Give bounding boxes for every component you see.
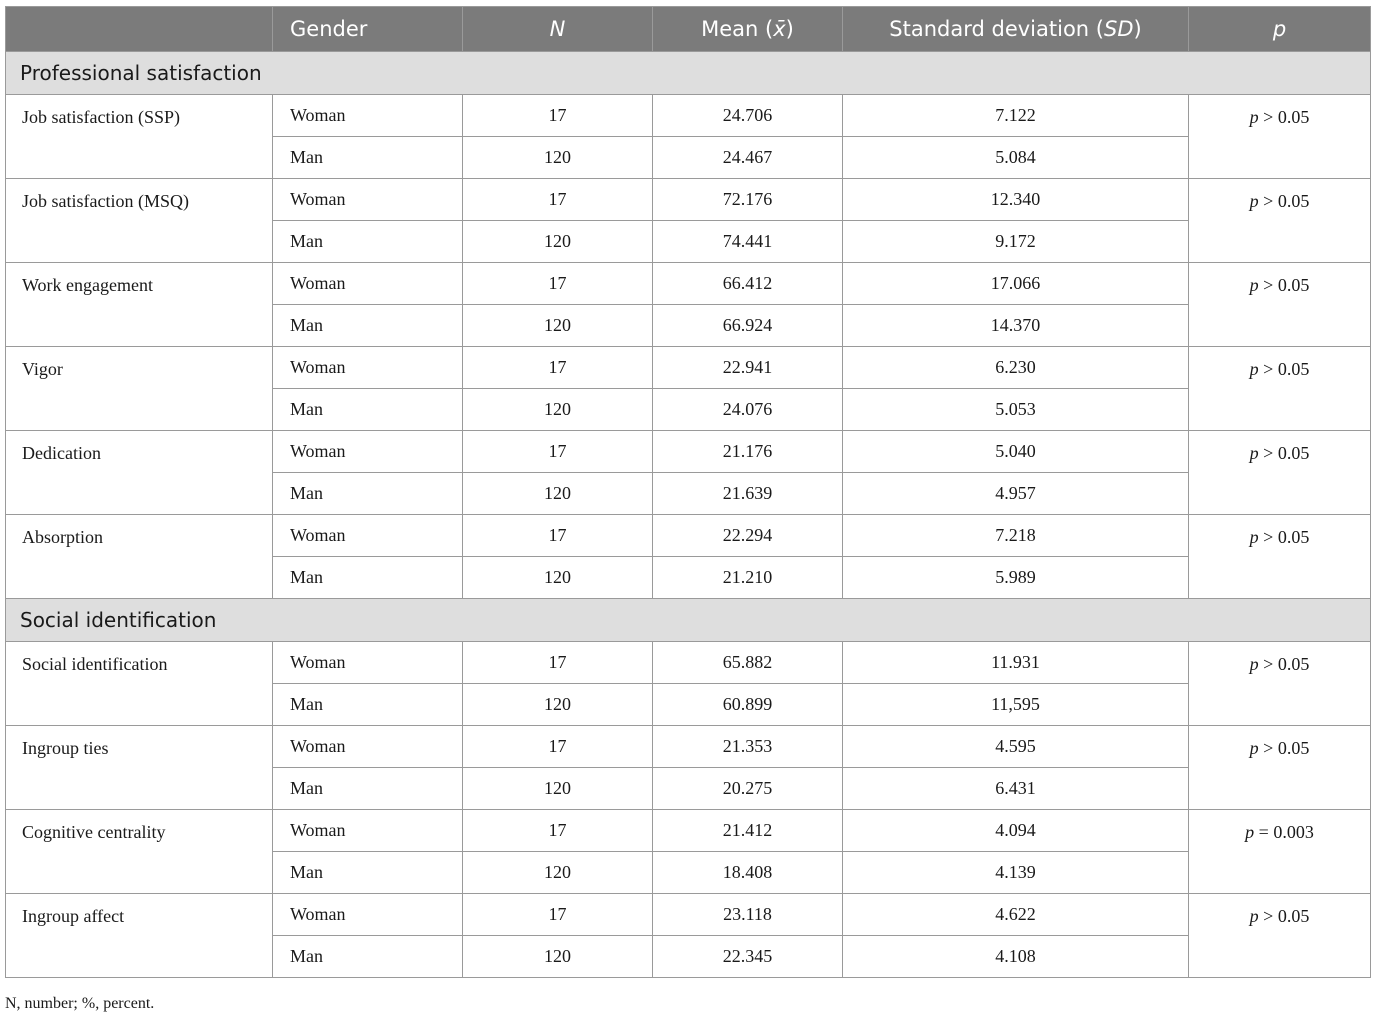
n-cell: 17 — [463, 179, 653, 221]
p-value-cell: p > 0.05 — [1189, 347, 1371, 431]
gender-cell: Woman — [273, 642, 463, 684]
mean-cell: 23.118 — [653, 894, 843, 936]
mean-cell: 22.941 — [653, 347, 843, 389]
gender-cell: Woman — [273, 263, 463, 305]
n-cell: 17 — [463, 431, 653, 473]
gender-cell: Woman — [273, 515, 463, 557]
p-symbol: p — [1249, 738, 1259, 758]
gender-cell: Man — [273, 221, 463, 263]
measure-name: Cognitive centrality — [6, 810, 273, 894]
mean-cell: 21.639 — [653, 473, 843, 515]
sd-cell: 12.340 — [843, 179, 1189, 221]
header-mean-suffix: ) — [785, 17, 794, 41]
measure-name: Job satisfaction (MSQ) — [6, 179, 273, 263]
measure-name: Ingroup affect — [6, 894, 273, 978]
n-cell: 17 — [463, 347, 653, 389]
sd-cell: 7.122 — [843, 95, 1189, 137]
mean-cell: 72.176 — [653, 179, 843, 221]
gender-cell: Woman — [273, 179, 463, 221]
sd-cell: 4.108 — [843, 936, 1189, 978]
table-row — [6, 515, 1371, 557]
n-cell: 120 — [463, 221, 653, 263]
mean-cell: 18.408 — [653, 852, 843, 894]
mean-cell: 21.353 — [653, 726, 843, 768]
header-mean — [653, 7, 843, 52]
gender-cell: Man — [273, 936, 463, 978]
mean-cell: 21.210 — [653, 557, 843, 599]
section-row — [6, 52, 1371, 95]
header-sd-symbol: SD — [1103, 17, 1134, 41]
mean-cell: 22.294 — [653, 515, 843, 557]
header-sd-prefix: Standard deviation ( — [889, 17, 1104, 41]
mean-cell: 74.441 — [653, 221, 843, 263]
sd-cell: 4.139 — [843, 852, 1189, 894]
gender-cell: Man — [273, 389, 463, 431]
gender-cell: Woman — [273, 347, 463, 389]
mean-cell: 66.924 — [653, 305, 843, 347]
p-symbol: p — [1249, 527, 1259, 547]
measure-name: Social identification — [6, 642, 273, 726]
sd-cell: 5.989 — [843, 557, 1189, 599]
table-row — [6, 642, 1371, 684]
p-value-cell: p > 0.05 — [1189, 894, 1371, 978]
sd-cell: 4.595 — [843, 726, 1189, 768]
mean-cell: 21.176 — [653, 431, 843, 473]
gender-cell: Woman — [273, 726, 463, 768]
header-sd-suffix: ) — [1133, 17, 1142, 41]
gender-cell: Man — [273, 137, 463, 179]
n-cell: 17 — [463, 894, 653, 936]
n-cell: 120 — [463, 684, 653, 726]
sd-cell: 17.066 — [843, 263, 1189, 305]
header-empty — [6, 7, 273, 52]
sd-cell: 9.172 — [843, 221, 1189, 263]
mean-cell: 24.706 — [653, 95, 843, 137]
sd-cell: 5.053 — [843, 389, 1189, 431]
n-cell: 120 — [463, 389, 653, 431]
p-value-cell: p > 0.05 — [1189, 515, 1371, 599]
table-row — [6, 726, 1371, 768]
n-cell: 120 — [463, 305, 653, 347]
header-gender: Gender — [273, 7, 463, 52]
n-cell: 17 — [463, 726, 653, 768]
section-row — [6, 599, 1371, 642]
mean-cell: 24.467 — [653, 137, 843, 179]
p-value-cell: p > 0.05 — [1189, 95, 1371, 179]
mean-cell: 22.345 — [653, 936, 843, 978]
sd-cell: 14.370 — [843, 305, 1189, 347]
measure-name: Absorption — [6, 515, 273, 599]
gender-cell: Woman — [273, 810, 463, 852]
sd-cell: 11.931 — [843, 642, 1189, 684]
sd-cell: 4.957 — [843, 473, 1189, 515]
header-sd — [843, 7, 1189, 52]
p-symbol: p — [1249, 359, 1259, 379]
table-body — [6, 52, 1371, 978]
p-symbol: p — [1249, 191, 1259, 211]
n-cell: 17 — [463, 263, 653, 305]
table-footnote: N, number; %, percent. — [5, 995, 155, 1012]
measure-name: Vigor — [6, 347, 273, 431]
sd-cell: 5.084 — [843, 137, 1189, 179]
mean-cell: 60.899 — [653, 684, 843, 726]
gender-cell: Woman — [273, 431, 463, 473]
header-n: N — [463, 7, 653, 52]
p-value-cell: p > 0.05 — [1189, 431, 1371, 515]
header-p: p — [1189, 7, 1371, 52]
p-value-cell: p = 0.003 — [1189, 810, 1371, 894]
measure-name: Ingroup ties — [6, 726, 273, 810]
p-value-cell: p > 0.05 — [1189, 642, 1371, 726]
table-row — [6, 810, 1371, 852]
section-title: Professional satisfaction — [6, 52, 1371, 95]
table-row — [6, 347, 1371, 389]
mean-cell: 20.275 — [653, 768, 843, 810]
statistics-table — [5, 6, 1371, 978]
n-cell: 17 — [463, 810, 653, 852]
sd-cell: 7.218 — [843, 515, 1189, 557]
gender-cell: Woman — [273, 894, 463, 936]
table-row — [6, 263, 1371, 305]
p-symbol: p — [1249, 906, 1259, 926]
p-value-cell: p > 0.05 — [1189, 263, 1371, 347]
p-symbol: p — [1249, 275, 1259, 295]
n-cell: 120 — [463, 557, 653, 599]
measure-name: Work engagement — [6, 263, 273, 347]
n-cell: 17 — [463, 95, 653, 137]
n-cell: 120 — [463, 852, 653, 894]
gender-cell: Man — [273, 305, 463, 347]
header-mean-symbol: x̄ — [773, 17, 786, 41]
sd-cell: 6.230 — [843, 347, 1189, 389]
gender-cell: Man — [273, 768, 463, 810]
p-symbol: p — [1249, 107, 1259, 127]
table-row — [6, 95, 1371, 137]
mean-cell: 65.882 — [653, 642, 843, 684]
table-row — [6, 894, 1371, 936]
n-cell: 120 — [463, 137, 653, 179]
n-cell: 17 — [463, 515, 653, 557]
gender-cell: Woman — [273, 95, 463, 137]
header-mean-prefix: Mean ( — [701, 17, 774, 41]
section-title: Social identification — [6, 599, 1371, 642]
header-row — [6, 7, 1371, 52]
n-cell: 120 — [463, 768, 653, 810]
measure-name: Dedication — [6, 431, 273, 515]
sd-cell: 4.094 — [843, 810, 1189, 852]
p-value-cell: p > 0.05 — [1189, 179, 1371, 263]
sd-cell: 5.040 — [843, 431, 1189, 473]
mean-cell: 66.412 — [653, 263, 843, 305]
gender-cell: Man — [273, 852, 463, 894]
measure-name: Job satisfaction (SSP) — [6, 95, 273, 179]
gender-cell: Man — [273, 473, 463, 515]
table-row — [6, 431, 1371, 473]
sd-cell: 4.622 — [843, 894, 1189, 936]
p-value-cell: p > 0.05 — [1189, 726, 1371, 810]
p-symbol: p — [1245, 822, 1255, 842]
n-cell: 120 — [463, 936, 653, 978]
p-symbol: p — [1249, 654, 1259, 674]
gender-cell: Man — [273, 684, 463, 726]
mean-cell: 24.076 — [653, 389, 843, 431]
n-cell: 17 — [463, 642, 653, 684]
p-symbol: p — [1249, 443, 1259, 463]
table-row — [6, 179, 1371, 221]
sd-cell: 6.431 — [843, 768, 1189, 810]
sd-cell: 11,595 — [843, 684, 1189, 726]
gender-cell: Man — [273, 557, 463, 599]
n-cell: 120 — [463, 473, 653, 515]
mean-cell: 21.412 — [653, 810, 843, 852]
